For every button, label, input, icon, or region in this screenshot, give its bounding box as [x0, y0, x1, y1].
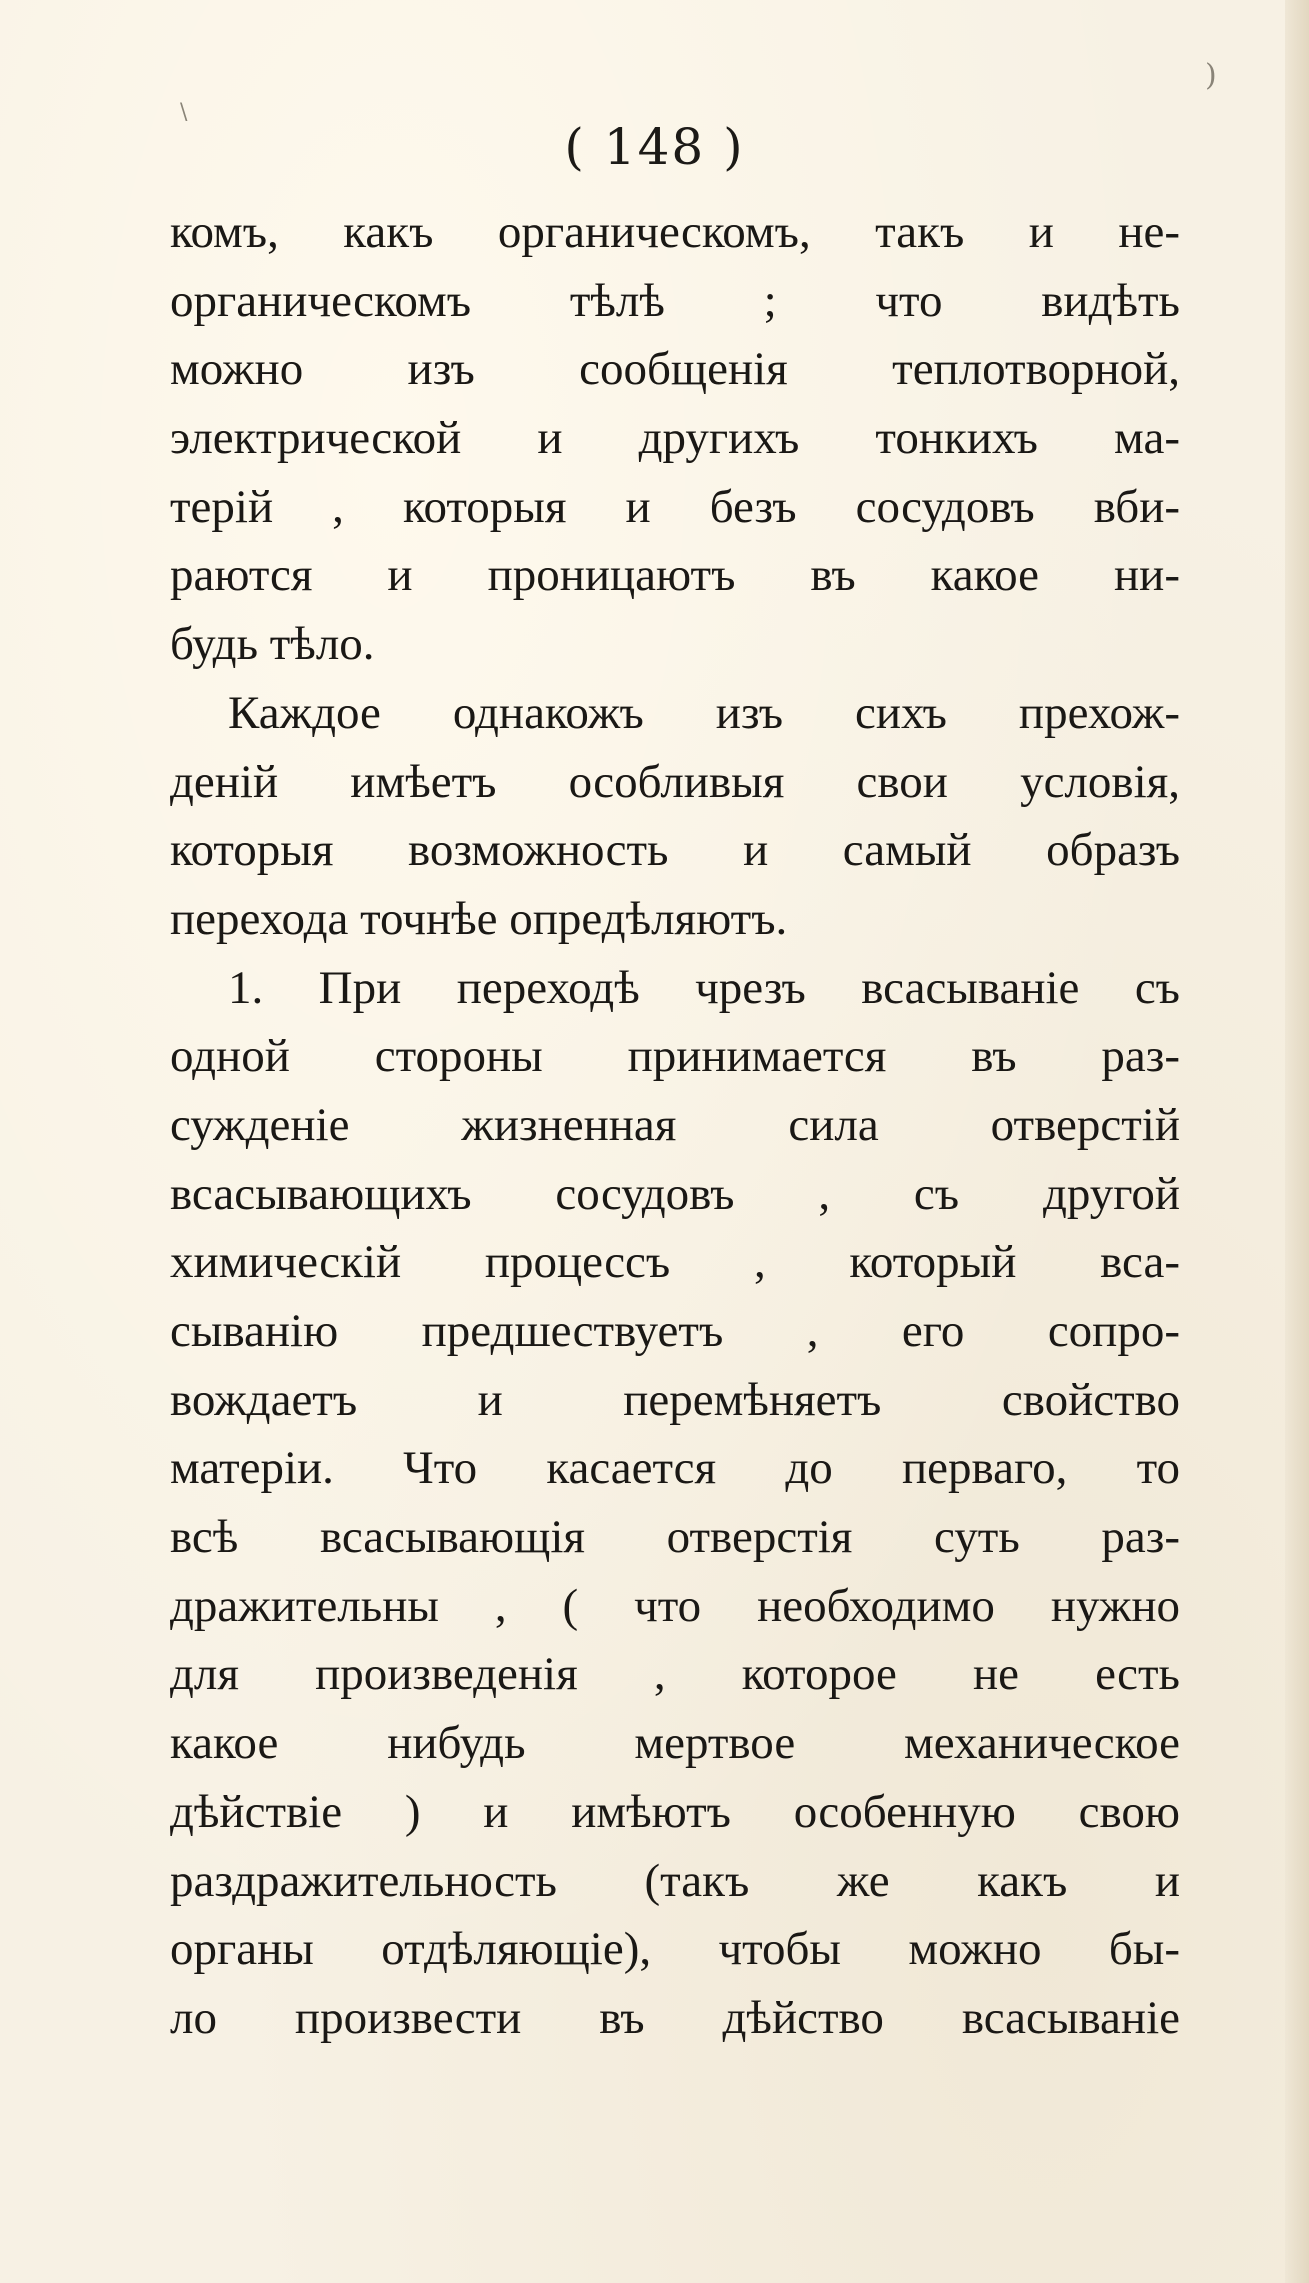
text-line: дражительны , ( что необходимо нужно [170, 1579, 1180, 1632]
text-line: вождаетъ и перемѣняетъ свойство [170, 1373, 1180, 1426]
text-line: одной стороны принимается въ раз- [170, 1030, 1180, 1083]
text-line: какое нибудь мертвое механическое [170, 1717, 1180, 1770]
text-line: всѣ всасывающія отверстія суть раз- [170, 1511, 1180, 1564]
text-line: комъ, какъ органическомъ, такъ и не- [170, 206, 1180, 258]
margin-mark-icon: ) [1205, 58, 1217, 93]
paragraph-end-line: будь тѣло. [170, 618, 375, 671]
text-line: терій , которыя и безъ сосудовъ вби- [170, 480, 1180, 533]
paragraph-end-line: перехода точнѣе опредѣляютъ. [170, 892, 788, 945]
text-line: органы отдѣляющіе), чтобы можно бы- [170, 1923, 1180, 1976]
page-number: ( 148 ) [564, 118, 745, 176]
page-edge-shadow [1285, 0, 1309, 2283]
text-line: матеріи. Что касается до перваго, то [170, 1442, 1180, 1495]
text-line: ло произвести въ дѣйство всасываніе [170, 1991, 1180, 2044]
paragraph-start-line: Каждое однакожъ изъ сихъ прехож- [228, 686, 1180, 739]
text-line: раются и проницаютъ въ какое ни- [170, 549, 1180, 602]
text-line: сыванію предшествуетъ , его сопро- [170, 1305, 1180, 1357]
text-line: электрической и другихъ тонкихъ ма- [170, 412, 1180, 465]
text-line: всасывающихъ сосудовъ , съ другой [170, 1167, 1180, 1220]
text-line: деній имѣетъ особливыя свои условія, [170, 755, 1180, 808]
text-line: сужденіе жизненная сила отверстій [170, 1098, 1180, 1151]
text-line: можно изъ сообщенія теплотворной, [170, 343, 1180, 396]
text-line: которыя возможность и самый образъ [170, 824, 1180, 877]
text-line: дѣйствіе ) и имѣютъ особенную свою [170, 1785, 1180, 1838]
body-text [170, 198, 1180, 2053]
margin-mark-icon: \ [180, 100, 188, 125]
text-line: для произведенія , которое не есть [170, 1648, 1180, 1701]
text-line: органическомъ тѣлѣ ; что видѣть [170, 274, 1180, 327]
text-line: химическій процессъ , который вса- [170, 1236, 1180, 1289]
paragraph-start-line: 1. При переходѣ чрезъ всасываніе съ [228, 961, 1180, 1014]
text-line: раздражительность (такъ же какъ и [170, 1854, 1180, 1907]
